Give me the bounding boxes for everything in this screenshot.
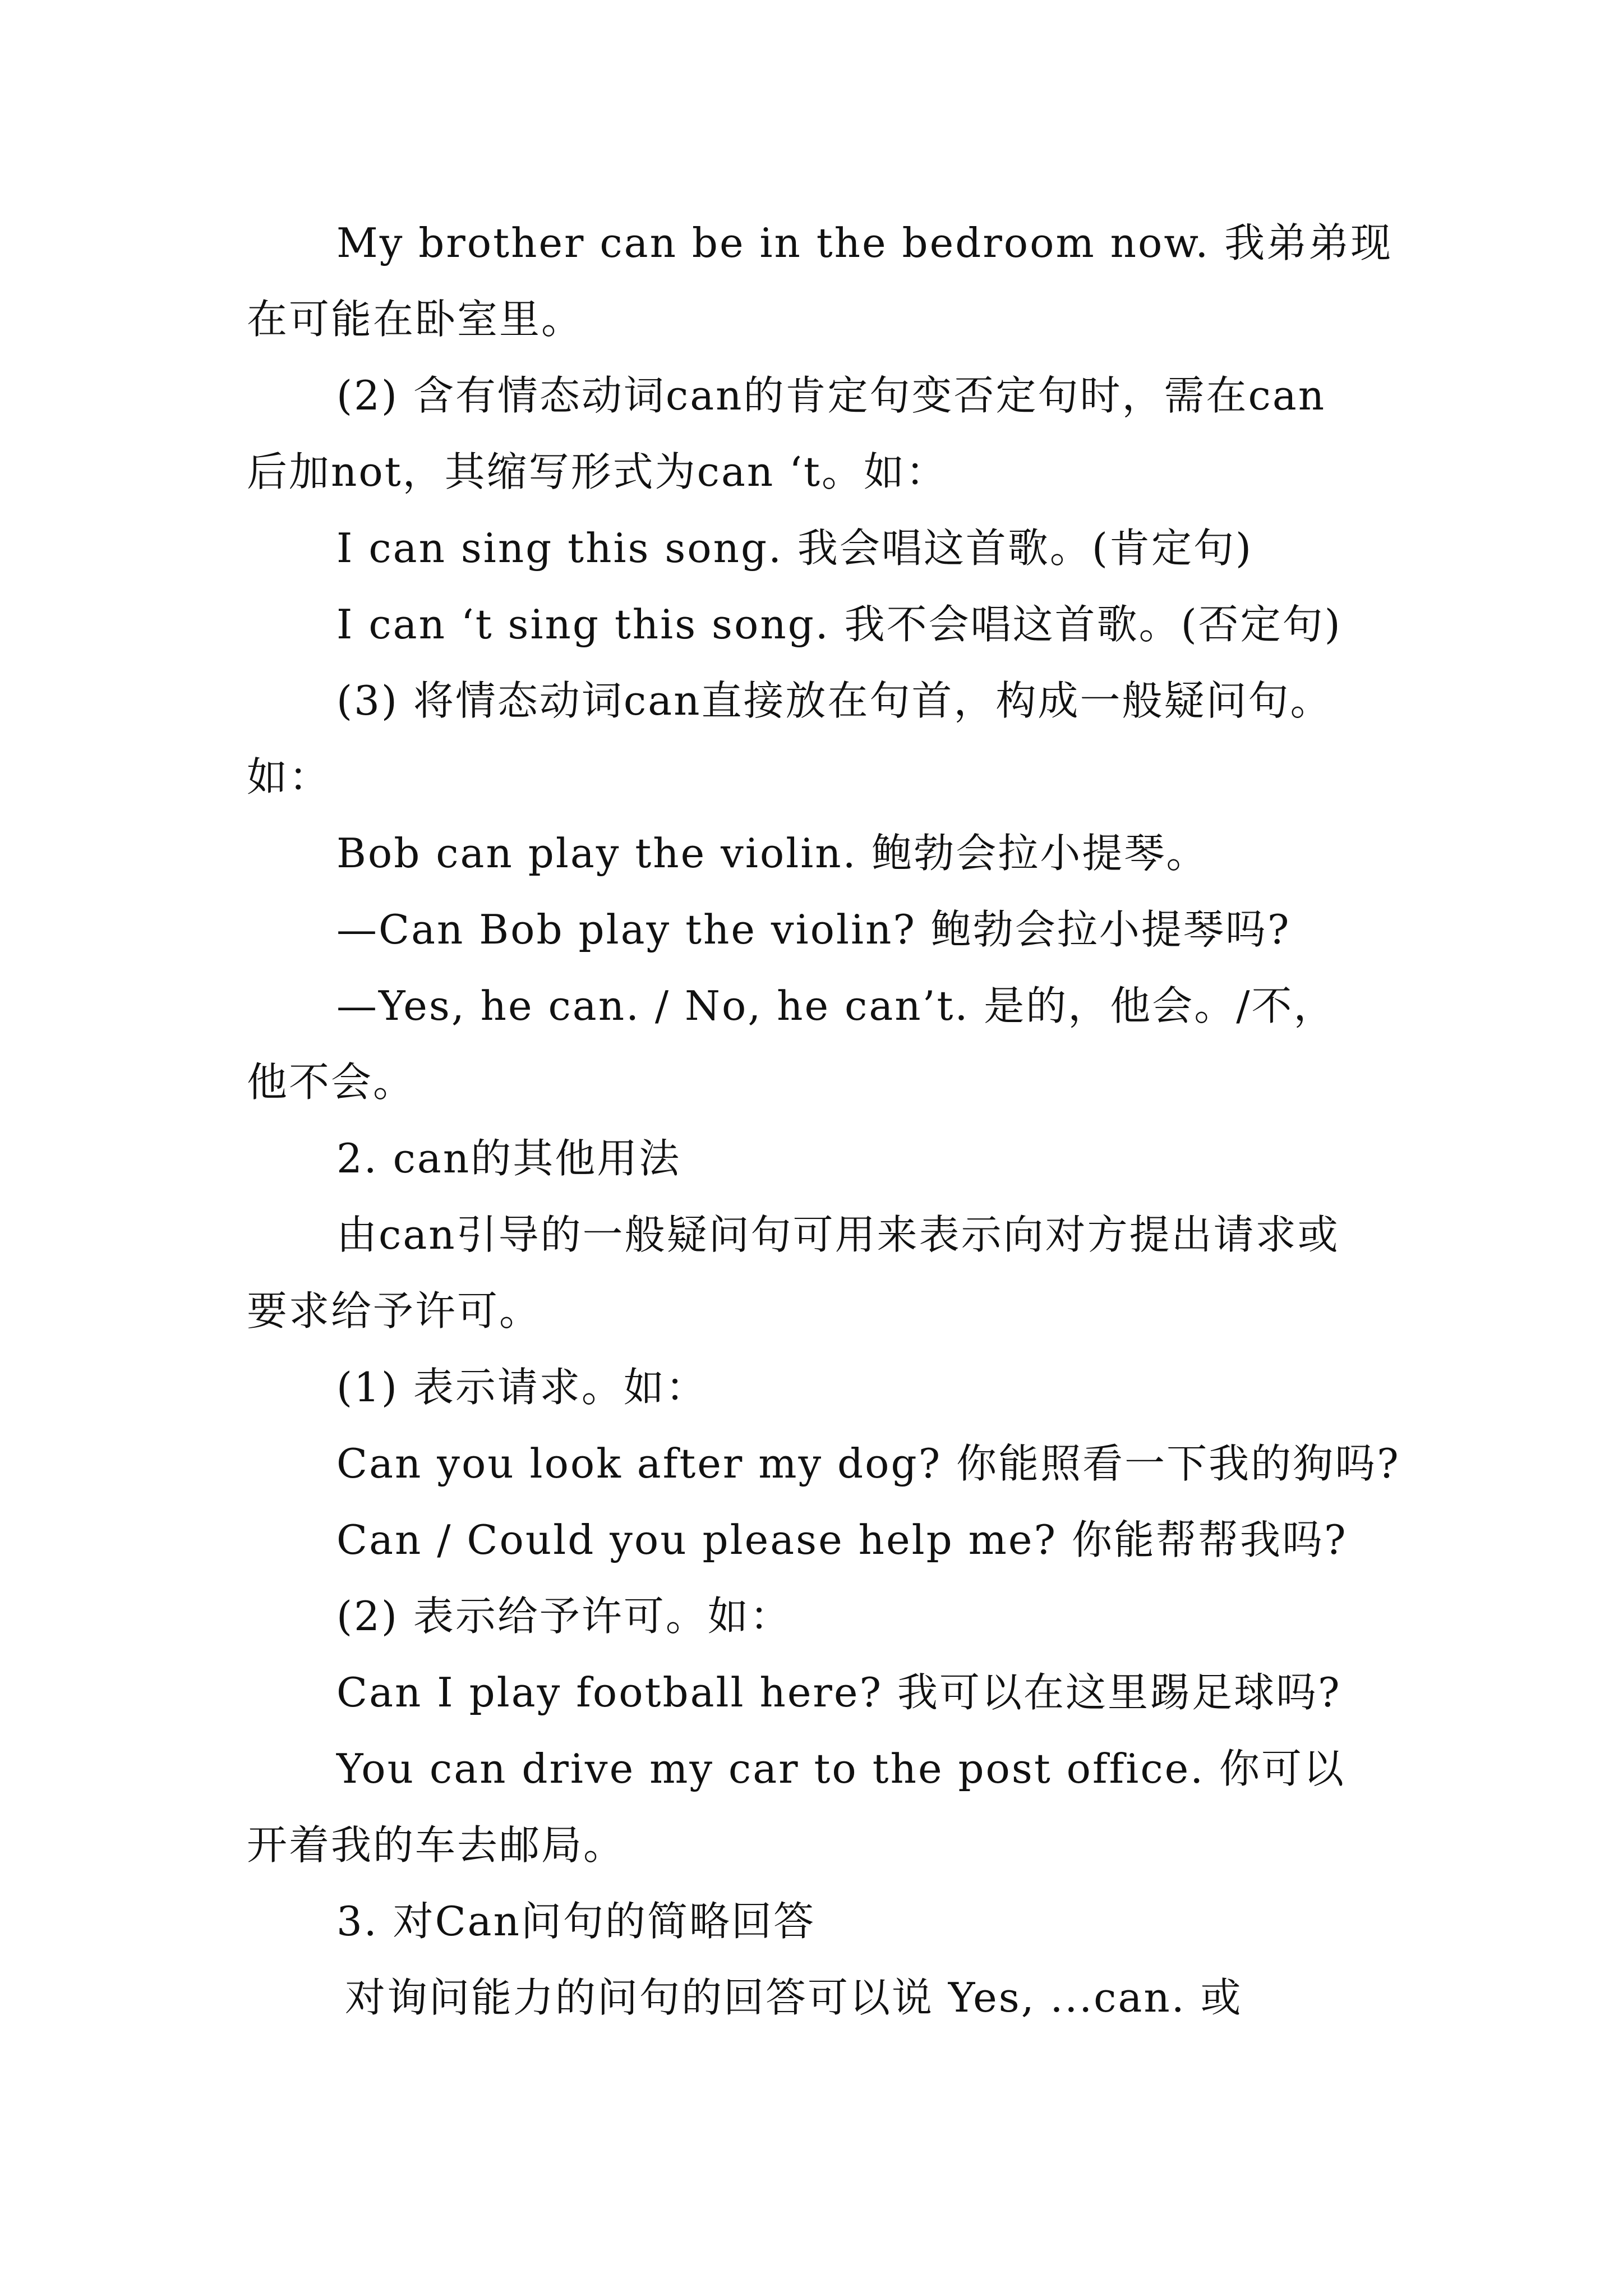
text-line: I can sing this song. 我会唱这首歌。(肯定句) xyxy=(336,524,1253,572)
text-line: 后加not，其缩写形式为can ‘t。如： xyxy=(247,448,948,495)
section-heading: 3. 对Can问句的简略回答 xyxy=(336,1898,815,1945)
text-line: (1) 表示请求。如： xyxy=(336,1364,708,1411)
text-line: You can drive my car to the post office. 你可以 xyxy=(336,1745,1346,1792)
text-line: My brother can be in the bedroom now. 我弟弟现 xyxy=(336,219,1393,266)
text-line: 开着我的车去邮局。 xyxy=(247,1821,626,1869)
text-line: —Yes, he can. / No, he can’t. 是的，他会。/不， xyxy=(336,982,1336,1029)
text-line: Can you look after my dog? 你能照看一下我的狗吗? xyxy=(336,1440,1400,1487)
text-line: (3) 将情态动词can直接放在句首，构成一般疑问句。 xyxy=(336,677,1332,724)
text-line: 由can引导的一般疑问句可用来表示向对方提出请求或 xyxy=(336,1211,1340,1258)
text-line: (2) 含有情态动词can的肯定句变否定句时，需在can xyxy=(336,372,1326,419)
text-line: 对询问能力的问句的回答可以说 Yes, ...can. 或 xyxy=(345,1974,1243,2021)
text-line: 他不会。 xyxy=(247,1059,416,1106)
text-line: (2) 表示给予许可。如： xyxy=(336,1593,792,1640)
text-line: 在可能在卧室里。 xyxy=(247,296,584,343)
text-line: —Can Bob play the violin? 鲍勃会拉小提琴吗? xyxy=(336,906,1291,953)
text-line: Can / Could you please help me? 你能帮帮我吗? xyxy=(336,1516,1348,1563)
text-line: Can I play football here? 我可以在这里踢足球吗? xyxy=(336,1669,1341,1716)
text-line: 如： xyxy=(247,753,331,800)
text-line: I can ‘t sing this song. 我不会唱这首歌。(否定句) xyxy=(336,601,1342,648)
section-heading: 2. can的其他用法 xyxy=(336,1135,681,1182)
text-line: 要求给予许可。 xyxy=(247,1287,542,1335)
text-line: Bob can play the violin. 鲍勃会拉小提琴。 xyxy=(336,830,1209,877)
